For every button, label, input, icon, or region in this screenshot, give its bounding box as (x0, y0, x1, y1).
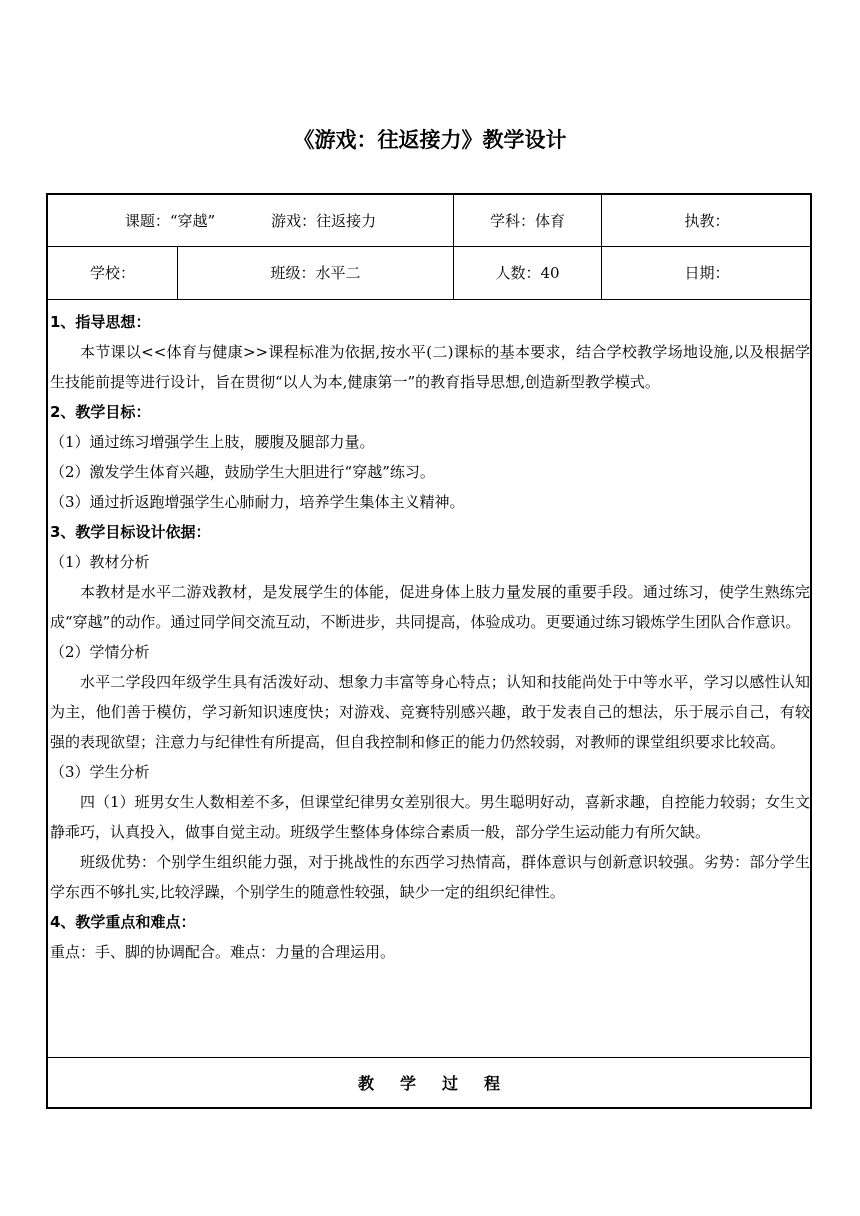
date-cell: 日期： (684, 264, 730, 282)
section-heading: 3、教学目标设计依据： (50, 523, 211, 541)
sub-heading: （1）教材分析 (50, 553, 150, 571)
paragraph: 班级优势：个别学生组织能力强，对于挑战性的东西学习热情高，群体意识与创新意识较强。劣势：部分学生学东西不够扎实,比较浮躁，个别学生的随意性较强，缺少一定的组织纪律性。 (50, 853, 810, 901)
list-item: （2）激发学生体育兴趣，鼓励学生大胆进行“穿越”练习。 (50, 463, 435, 481)
paragraph: 四（1）班男女生人数相差不多，但课堂纪律男女差别很大。男生聪明好动，喜新求趣，自控能力较弱；女生文静乖巧，认真投入，做事自觉主动。班级学生整体身体综合素质一般，部分学生运动能力有所欠缺。 (50, 793, 810, 841)
section-heading: 2、教学目标： (50, 403, 151, 421)
paragraph: 水平二学段四年级学生具有活泼好动、想象力丰富等身心特点；认知和技能尚处于中等水平，学习以感性认知为主，他们善于模仿，学习新知识速度快；对游戏、竞赛特别感兴趣，敢于发表自己的想法，乐于展示自己，有较强的表现欲望；注意力与纪律性有所提高，但自我控制和修正的能力仍然较弱，对教师的课堂组织要求比较高。 (50, 673, 810, 751)
topic-cell (48, 195, 454, 246)
section-heading: 4、教学重点和难点： (50, 913, 196, 931)
paragraph: 重点：手、脚的协调配合。难点：力量的合理运用。 (50, 943, 396, 961)
list-item: （1）通过练习增强学生上肢，腰腹及腿部力量。 (50, 433, 375, 451)
lesson-plan-table (46, 193, 812, 1109)
paragraph: 本节课以<<体育与健康>>课程标准为依据,按水平(二)课标的基本要求，结合学校教学场地设施,以及根据学生技能前提等进行设计，旨在贯彻“以人为本,健康第一”的教育指导思想,创造新型教学模式。 (50, 343, 810, 391)
game-label: 游戏：往返接力 (271, 212, 377, 230)
teacher-cell: 执教： (684, 212, 730, 230)
header-row-1 (48, 195, 810, 247)
subject-cell: 学科：体育 (454, 195, 602, 246)
school-cell: 学校： (48, 246, 178, 299)
teaching-process-heading: 教学过程 (357, 1074, 526, 1093)
list-item: （3）通过折返跑增强学生心肺耐力，培养学生集体主义精神。 (50, 493, 465, 511)
sub-heading: （3）学生分析 (50, 763, 150, 781)
class-cell: 班级：水平二 (178, 246, 454, 299)
content-area (48, 300, 810, 1058)
header-row-2 (48, 246, 810, 300)
paragraph: 本教材是水平二游戏教材，是发展学生的体能，促进身体上肢力量发展的重要手段。通过练习，使学生熟练完成“穿越”的动作。通过同学间交流互动，不断进步，共同提高，体验成功。更要通过练习锻炼学生团队合作意识。 (50, 583, 810, 631)
section-heading: 1、指导思想： (50, 313, 151, 331)
topic-label: 课题：“穿越” (124, 212, 216, 230)
sub-heading: （2）学情分析 (50, 643, 150, 661)
page-title: 《游戏：往返接力》教学设计 (293, 128, 567, 152)
count-cell: 人数：40 (454, 246, 602, 299)
